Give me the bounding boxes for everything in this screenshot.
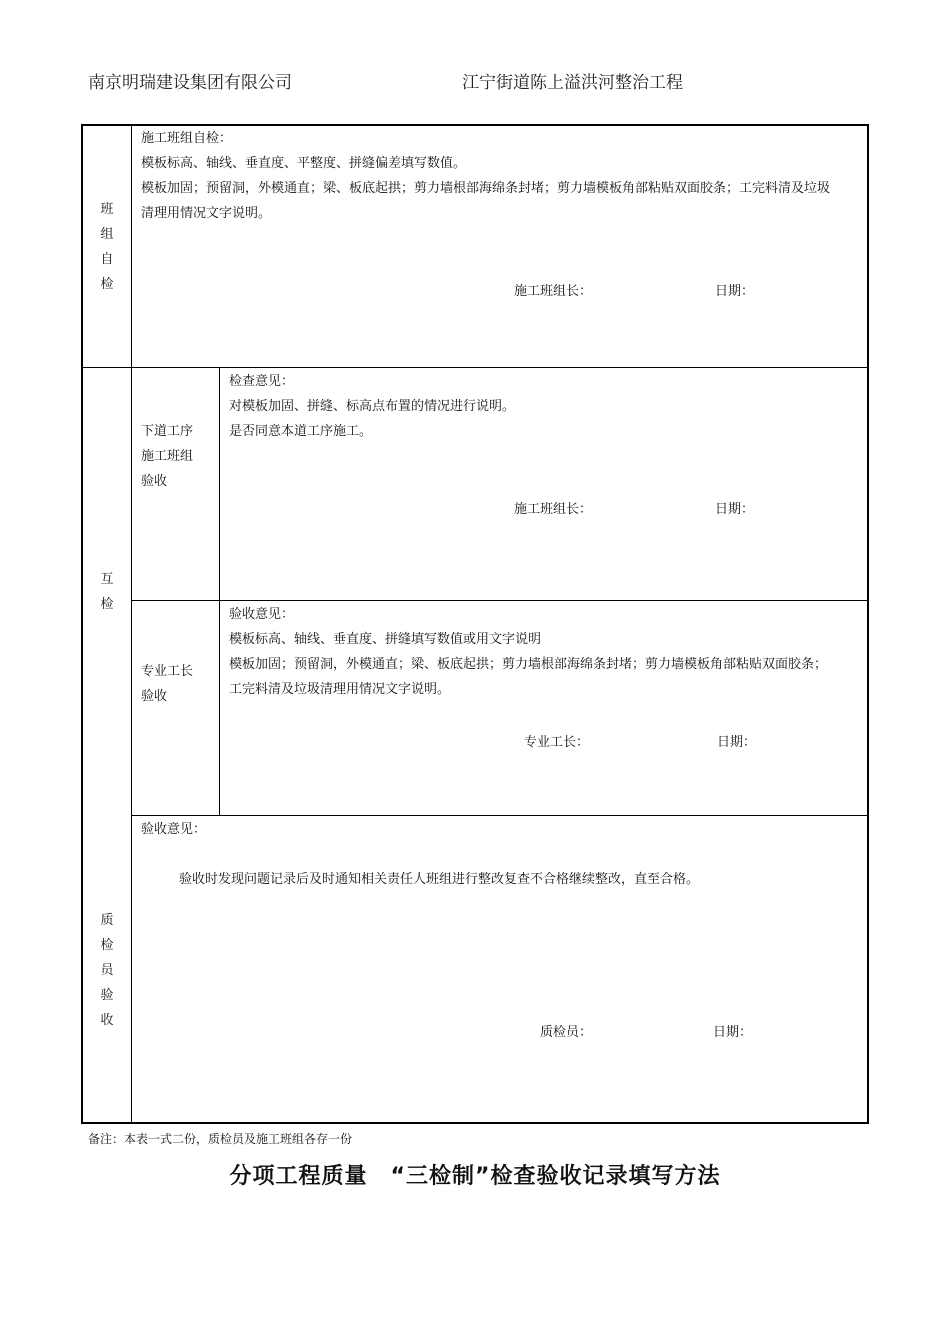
remark-note: 备注：本表一式二份，质检员及施工班组各存一份 — [88, 1132, 353, 1146]
self-check-line: 模板标高、轴线、垂直度、平整度、拼缝偏差填写数值。 — [141, 156, 467, 171]
date-label: 日期： — [715, 284, 755, 299]
table-border-bottom — [81, 1122, 869, 1124]
date-label: 日期： — [717, 735, 757, 750]
sublabel-column-divider — [219, 367, 220, 816]
next-process-label-line: 下道工序 — [141, 424, 194, 439]
date-label: 日期： — [715, 502, 755, 517]
date-label: 日期： — [713, 1025, 753, 1040]
label-column-divider — [131, 124, 132, 1124]
self-check-heading: 施工班组自检： — [141, 131, 233, 146]
qc-inspector-label: 质检员验收 — [100, 913, 114, 1028]
team-leader-signature-label: 施工班组长： — [514, 502, 593, 517]
next-process-line: 是否同意本道工序施工。 — [229, 424, 373, 439]
qc-heading: 验收意见： — [141, 822, 207, 837]
self-check-line: 清理用情况文字说明。 — [141, 206, 272, 221]
page-title: 分项工程质量 “三检制”检查验收记录填写方法 — [229, 1164, 721, 1189]
foreman-line: 模板加固；预留洞，外模通直；梁、板底起拱；剪力墙根部海绵条封堵；剪力墙模板角部粘贴双面胶条； — [229, 657, 828, 672]
foreman-label-line: 验收 — [141, 689, 168, 704]
qc-inspector-signature-label: 质检员： — [540, 1025, 593, 1040]
next-process-heading: 检查意见： — [229, 374, 295, 389]
row-divider-3 — [131, 815, 869, 816]
company-name: 南京明瑞建设集团有限公司 — [88, 73, 292, 93]
foreman-heading: 验收意见： — [229, 607, 295, 622]
next-process-line: 对模板加固、拼缝、标高点布置的情况进行说明。 — [229, 399, 516, 414]
foreman-line: 工完料清及垃圾清理用情况文字说明。 — [229, 682, 451, 697]
foreman-signature-label: 专业工长： — [524, 735, 590, 750]
row-divider-1 — [81, 367, 869, 368]
next-process-label-line: 验收 — [141, 474, 168, 489]
row-divider-2 — [131, 600, 869, 601]
team-self-check-label: 班组自检 — [100, 202, 114, 292]
self-check-line: 模板加固；预留洞，外模通直；梁、板底起拱；剪力墙根部海绵条封堵；剪力墙模板角部粘贴双面胶条；工完料清及垃圾 — [141, 181, 831, 196]
foreman-line: 模板标高、轴线、垂直度、拼缝填写数值或用文字说明 — [229, 632, 542, 647]
project-name: 江宁街道陈上溢洪河整治工程 — [462, 73, 683, 93]
table-border-left — [81, 124, 83, 1124]
table-border-right — [867, 124, 869, 1124]
mutual-check-label: 互检 — [100, 572, 114, 612]
foreman-label-line: 专业工长 — [141, 664, 194, 679]
qc-body: 验收时发现问题记录后及时通知相关责任人班组进行整改复查不合格继续整改，直至合格。 — [179, 872, 700, 887]
team-leader-signature-label: 施工班组长： — [514, 284, 593, 299]
next-process-label-line: 施工班组 — [141, 449, 194, 464]
